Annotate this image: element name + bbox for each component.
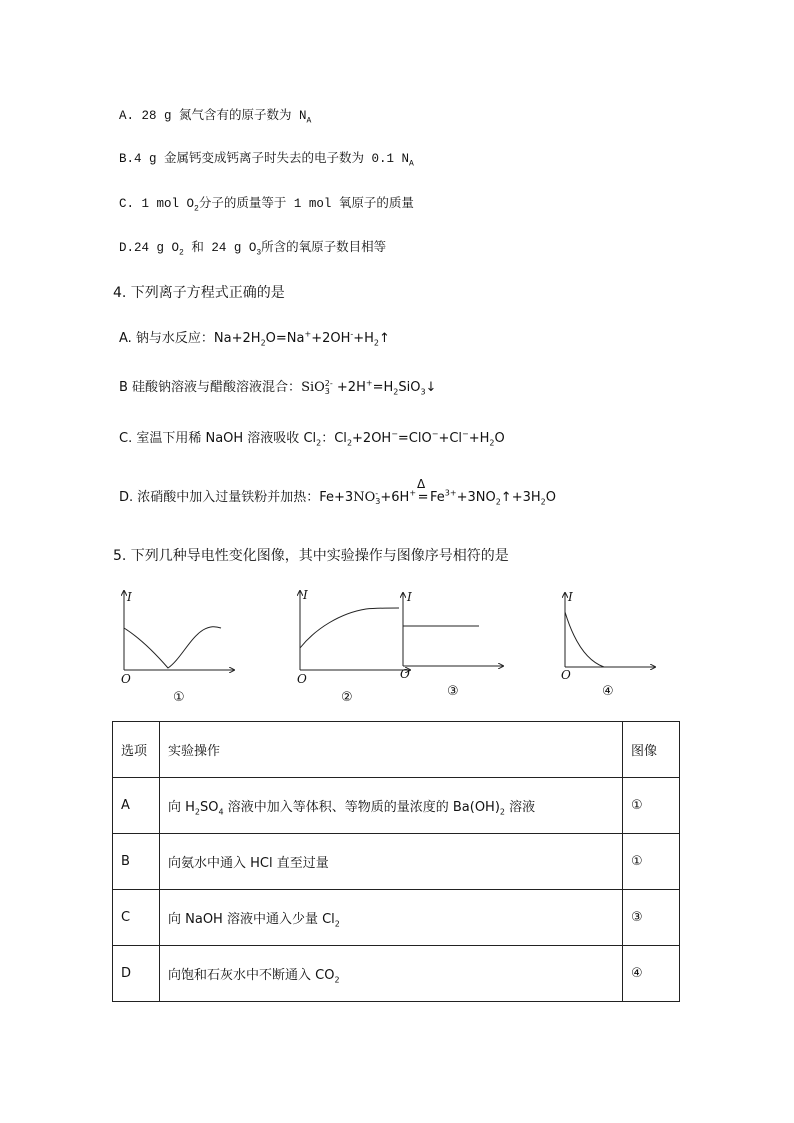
- row-operation: 向氨水中通入 HCl 直至过量: [160, 834, 623, 890]
- curve: [124, 627, 221, 668]
- row-operation: 向 NaOH 溶液中通入少量 $Cl_2$: [160, 890, 623, 946]
- graph-2-origin: O: [297, 672, 307, 686]
- row-image: ③: [623, 890, 680, 946]
- option-3c: C. 1 mol $O_2$分子的质量等于 1 mol 氧原子的质量: [119, 197, 414, 214]
- row-operation: 向饱和石灰水中不断通入 $CO_2$: [160, 946, 623, 1002]
- graph-1-origin: O: [121, 672, 131, 686]
- row-image: ④: [623, 946, 680, 1002]
- curve: [565, 612, 604, 667]
- graph-1: [115, 588, 240, 687]
- option-3d: D.24 g $O_2$ 和 24 g $O_3$所含的氧原子数目相等: [119, 241, 387, 258]
- row-option: B: [113, 834, 160, 890]
- graph-3-ylabel: I: [407, 590, 412, 604]
- graph-4-ylabel: I: [568, 590, 573, 604]
- graph-4-origin: O: [561, 668, 571, 682]
- table-row: [113, 946, 680, 1002]
- graph-2-ylabel: I: [303, 588, 308, 602]
- graph-3-caption: ③: [447, 684, 459, 699]
- graph-1-ylabel: I: [127, 590, 132, 604]
- table-row: [113, 778, 680, 834]
- header-image: 图像: [623, 722, 680, 778]
- row-option: A: [113, 778, 160, 834]
- option-4d: D. 浓硝酸中加入过量铁粉并加热：Fe+3NO - 3 +6H+ Δ = $Fe^{3+}+3NO_2↑+3H_2O$: [119, 477, 556, 507]
- graph-4-caption: ④: [602, 684, 614, 699]
- graph-3-origin: O: [400, 667, 410, 681]
- row-image: ①: [623, 834, 680, 890]
- row-option: C: [113, 890, 160, 946]
- row-option: D: [113, 946, 160, 1002]
- question-5-stem: 5. 下列几种导电性变化图像，其中实验操作与图像序号相符的是: [113, 548, 509, 564]
- graph-2-caption: ②: [341, 690, 353, 705]
- row-image: ①: [623, 778, 680, 834]
- question-4-stem: 4. 下列离子方程式正确的是: [113, 285, 285, 301]
- options-table: [112, 721, 680, 1002]
- option-3a: A. 28 g 氮气含有的原子数为 $N_A$: [119, 109, 312, 126]
- option-3b: B.4 g 金属钙变成钙离子时失去的电子数为 0.1 $N_A$: [119, 152, 414, 169]
- table-header-row: [113, 722, 680, 778]
- curve: [300, 608, 399, 648]
- table-row: [113, 834, 680, 890]
- option-4c: C. 室温下用稀 NaOH 溶液吸收 $Cl_2$：$Cl_2+2OH^-=ClO^-+Cl^-+H_2O$: [119, 429, 505, 448]
- header-operation: 实验操作: [160, 722, 623, 778]
- row-operation: 向 $H_2SO_4$ 溶液中加入等体积、等物质的量浓度的 $Ba(OH)_2$ 溶液: [160, 778, 623, 834]
- table-row: [113, 890, 680, 946]
- option-4a: A. 钠与水反应：$Na+2H_2O=Na^++2OH^-+H_2↑$: [119, 329, 390, 348]
- header-option: 选项: [113, 722, 160, 778]
- option-4b: B 硅酸钠溶液与醋酸溶液混合：SiO 2- 3 $+2H^+=H_2SiO_3↓$: [119, 378, 437, 397]
- graph-1-caption: ①: [173, 690, 185, 705]
